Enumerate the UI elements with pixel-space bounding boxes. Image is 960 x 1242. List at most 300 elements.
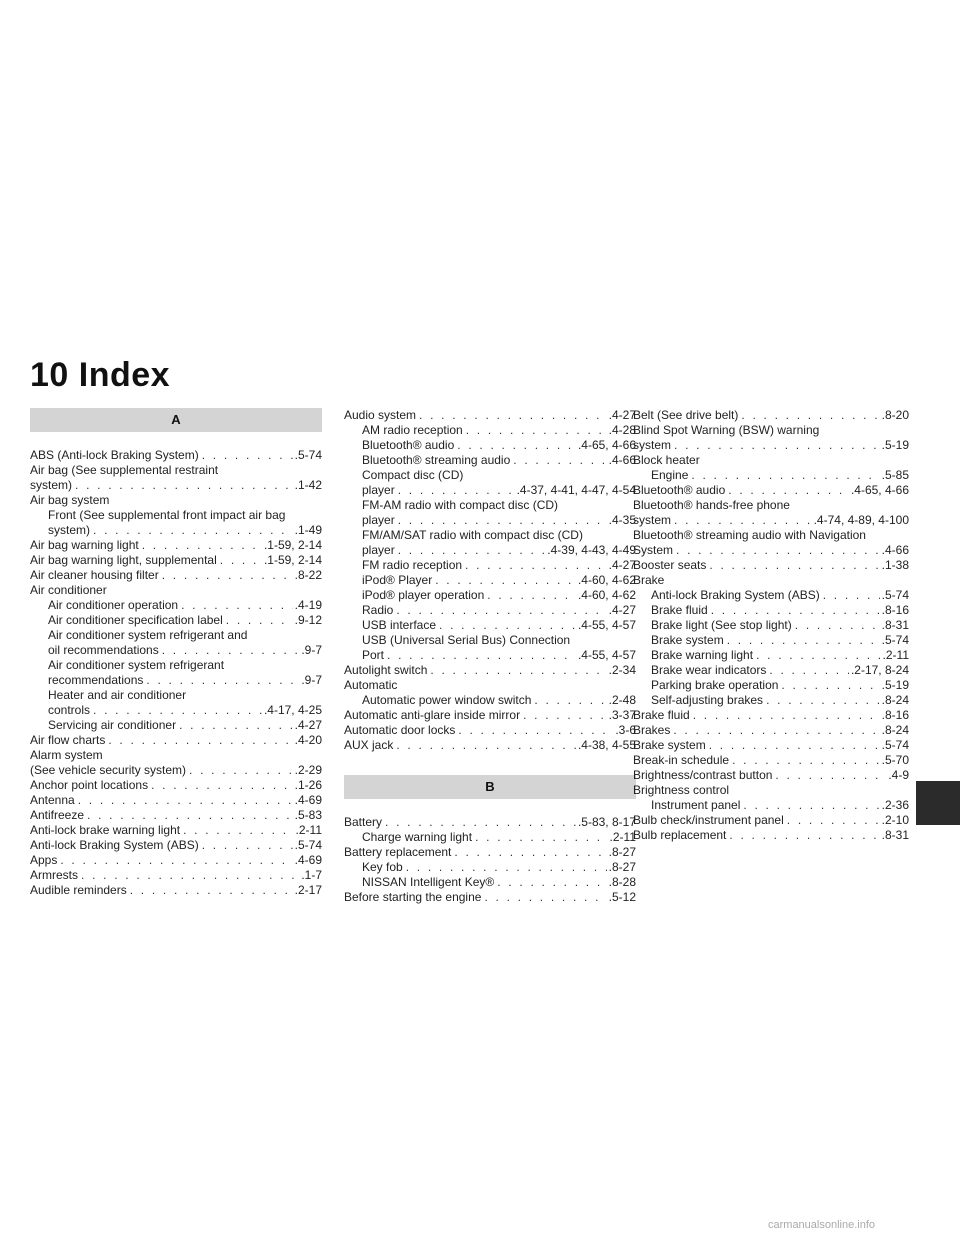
index-entry-page: .5-70 — [881, 753, 909, 767]
index-subheading: Blind Spot Warning (BSW) warning — [633, 423, 820, 437]
index-entry-term: player — [362, 513, 395, 527]
index-entry-term: system — [633, 438, 672, 452]
dot-leader — [130, 883, 293, 898]
dot-leader — [727, 633, 880, 648]
dot-leader — [823, 588, 880, 603]
index-entry-page: .3-6 — [615, 723, 636, 737]
index-entry — [344, 618, 636, 633]
index-entry-term: iPod® Player — [362, 573, 433, 587]
dot-leader — [732, 753, 880, 768]
index-entry-term: Instrument panel — [651, 798, 741, 812]
dot-leader — [439, 618, 576, 633]
dot-leader — [430, 663, 606, 678]
index-entry-term: Brake wear indicators — [651, 663, 767, 677]
index-entry — [30, 733, 322, 748]
index-entry-term: Belt (See drive belt) — [633, 408, 739, 422]
index-entry — [344, 815, 636, 830]
footer-watermark: carmanualsonline.info — [768, 1219, 876, 1231]
index-entry-page: .4-37, 4-41, 4-47, 4-54 — [516, 483, 636, 497]
index-entry-term: Battery — [344, 815, 383, 829]
index-entry-page: .1-59, 2-14 — [263, 553, 322, 567]
index-entry-term: USB interface — [362, 618, 437, 632]
index-entry-page: .2-11 — [882, 648, 909, 662]
index-entry — [344, 483, 636, 498]
index-entry-page: .2-17 — [294, 883, 322, 897]
index-entry — [30, 703, 322, 718]
index-entry — [30, 838, 322, 853]
index-entry — [633, 738, 909, 753]
index-entry-page: .9-12 — [294, 613, 322, 627]
index-subheading: Bluetooth® streaming audio with Navigation — [633, 528, 866, 542]
dot-leader — [497, 875, 606, 890]
index-entry-page: .4-27 — [294, 718, 322, 732]
index-entry — [633, 543, 909, 558]
index-entry — [344, 693, 636, 708]
index-entry-page: .1-7 — [301, 868, 322, 882]
index-entry — [30, 718, 322, 733]
index-entry-page: .4-69 — [294, 793, 322, 807]
dot-leader — [465, 558, 607, 573]
dot-leader — [75, 478, 293, 493]
index-entry — [633, 813, 909, 828]
index-entry — [30, 448, 322, 463]
index-subheading: Front (See supplemental front impact air bag — [48, 508, 286, 522]
dot-leader — [202, 448, 293, 463]
index-entry-page: .8-24 — [881, 693, 909, 707]
index-entry-page: .4-27 — [608, 603, 636, 617]
dot-leader — [454, 845, 606, 860]
index-entry — [30, 598, 322, 613]
index-entry-term: Bulb check/instrument panel — [633, 813, 784, 827]
dot-leader — [398, 483, 515, 498]
index-entry-term: AUX jack — [344, 738, 394, 752]
index-entry-term: Brightness/contrast button — [633, 768, 773, 782]
dot-leader — [162, 568, 293, 583]
index-entry-page: .1-26 — [294, 778, 322, 792]
dot-leader — [781, 678, 879, 693]
index-entry — [344, 513, 636, 528]
index-entry — [633, 693, 909, 708]
index-entry — [30, 883, 322, 898]
index-entry-page: .1-42 — [294, 478, 322, 492]
index-entry-term: Brake fluid — [651, 603, 708, 617]
dot-leader — [78, 793, 293, 808]
index-entry-term: Radio — [362, 603, 394, 617]
index-entry — [30, 643, 322, 658]
index-entry-page: .4-66 — [608, 453, 636, 467]
index-entry-page: .4-35 — [608, 513, 636, 527]
dot-leader — [487, 588, 576, 603]
dot-leader — [787, 813, 880, 828]
index-subheading: Air bag system — [30, 493, 110, 507]
dot-leader — [93, 523, 293, 538]
index-entry-page: .5-85 — [881, 468, 909, 482]
index-entry-term: Brake fluid — [633, 708, 690, 722]
index-entry-page: .5-12 — [608, 890, 636, 904]
dot-leader — [729, 828, 879, 843]
index-entry-page: .5-19 — [881, 438, 909, 452]
index-column-3 — [633, 408, 909, 843]
dot-leader — [142, 538, 262, 553]
index-entry — [633, 723, 909, 738]
dot-leader — [523, 708, 607, 723]
index-entry — [344, 723, 636, 738]
index-entry-page: .5-74 — [881, 633, 909, 647]
index-entry — [633, 828, 909, 843]
index-entry-page: .8-22 — [294, 568, 322, 582]
index-entry-term: Audio system — [344, 408, 417, 422]
index-subheading: Air conditioner system refrigerant — [48, 658, 225, 672]
index-entry-term: Air cleaner housing filter — [30, 568, 159, 582]
dot-leader — [385, 815, 576, 830]
index-entry — [344, 890, 636, 905]
index-entry — [30, 673, 322, 688]
index-entry-page: .2-10 — [881, 813, 909, 827]
index-entry — [633, 678, 909, 693]
index-entry-page: .8-16 — [881, 708, 909, 722]
index-entry-page: .8-27 — [608, 860, 636, 874]
dot-leader — [406, 860, 607, 875]
index-entry-term: Anchor point locations — [30, 778, 149, 792]
dot-leader — [711, 603, 880, 618]
dot-leader — [419, 408, 607, 423]
index-entry — [30, 568, 322, 583]
index-entry — [344, 438, 636, 453]
dot-leader — [396, 738, 576, 753]
dot-leader — [458, 723, 613, 738]
index-entry-term: FM radio reception — [362, 558, 463, 572]
index-entry-term: Self-adjusting brakes — [651, 693, 764, 707]
index-entry — [30, 523, 322, 538]
index-entry-page: .8-24 — [881, 723, 909, 737]
index-subheading: Heater and air conditioner — [48, 688, 187, 702]
index-subheading: Brightness control — [633, 783, 730, 797]
dot-leader — [756, 648, 880, 663]
index-entry — [633, 468, 909, 483]
index-entry-page: .9-7 — [301, 643, 322, 657]
index-entry-page: .5-74 — [294, 838, 322, 852]
index-entry-term: Parking brake operation — [651, 678, 779, 692]
dot-leader — [709, 738, 880, 753]
index-entry-page: .4-66 — [881, 543, 909, 557]
index-entry — [633, 708, 909, 723]
index-entry-term: System — [633, 543, 674, 557]
index-entry-page: .4-19 — [294, 598, 322, 612]
index-entry-term: Anti-lock Braking System (ABS) — [651, 588, 820, 602]
index-entry-page: .4-38, 4-55 — [577, 738, 636, 752]
index-entry-term: Bluetooth® audio — [633, 483, 726, 497]
index-entry-page: .4-55, 4-57 — [577, 618, 636, 632]
index-entry-term: Brake system — [633, 738, 706, 752]
index-entry-page: .4-55, 4-57 — [577, 648, 636, 662]
index-entry-page: .4-9 — [888, 768, 909, 782]
dot-leader — [81, 868, 299, 883]
dot-leader — [183, 823, 293, 838]
index-entry-term: Autolight switch — [344, 663, 428, 677]
index-entry — [30, 553, 322, 568]
dot-leader — [189, 763, 293, 778]
index-entry-term: ABS (Anti-lock Braking System) — [30, 448, 199, 462]
index-entry-page: .9-7 — [301, 673, 322, 687]
index-subheading: Brake — [633, 573, 665, 587]
dot-leader — [151, 778, 293, 793]
index-entry-term: Air conditioner operation — [48, 598, 179, 612]
index-entry-term: Anti-lock brake warning light — [30, 823, 181, 837]
letter-header: A — [30, 408, 322, 432]
dot-leader — [475, 830, 607, 845]
index-entry — [633, 603, 909, 618]
index-subheading: Block heater — [633, 453, 700, 467]
index-entry-term: Apps — [30, 853, 58, 867]
dot-leader — [709, 558, 879, 573]
index-entry-page: .8-28 — [608, 875, 636, 889]
dot-leader — [691, 468, 879, 483]
index-subheading: FM/AM/SAT radio with compact disc (CD) — [362, 528, 583, 542]
index-entry — [633, 618, 909, 633]
index-entry — [344, 588, 636, 603]
dot-leader — [93, 703, 262, 718]
index-entry-page: .8-16 — [881, 603, 909, 617]
dot-leader — [398, 513, 607, 528]
dot-leader — [769, 663, 849, 678]
index-entry-term: Brake system — [651, 633, 724, 647]
index-entry — [30, 853, 322, 868]
dot-leader — [457, 438, 576, 453]
index-entry-page: .4-60, 4-62 — [577, 573, 636, 587]
dot-leader — [513, 453, 606, 468]
index-entry-term: Break-in schedule — [633, 753, 730, 767]
index-entry-term: Automatic door locks — [344, 723, 456, 737]
index-entry-term: Antenna — [30, 793, 75, 807]
index-entry-page: .2-36 — [881, 798, 909, 812]
index-entry-page: .8-20 — [881, 408, 909, 422]
index-entry-page: .4-27 — [608, 558, 636, 572]
index-entry-term: Before starting the engine — [344, 890, 482, 904]
index-entry-term: Armrests — [30, 868, 78, 882]
index-entry — [633, 588, 909, 603]
index-entry-page: .4-28 — [608, 423, 636, 437]
index-entry-page: .4-65, 4-66 — [577, 438, 636, 452]
index-entry — [633, 633, 909, 648]
dot-leader — [676, 543, 880, 558]
letter-header: B — [344, 775, 636, 799]
index-subheading: FM-AM radio with compact disc (CD) — [362, 498, 559, 512]
index-entry — [30, 868, 322, 883]
index-entry — [344, 558, 636, 573]
index-entry-term: Servicing air conditioner — [48, 718, 177, 732]
index-entry-page: .8-31 — [881, 618, 909, 632]
section-spacer — [344, 753, 636, 775]
index-entry — [30, 823, 322, 838]
index-entry-term: Bluetooth® streaming audio — [362, 453, 511, 467]
index-entry-term: Air conditioner specification label — [48, 613, 223, 627]
index-entry-page: .4-39, 4-43, 4-49 — [547, 543, 636, 557]
index-entry-page: .2-48 — [608, 693, 636, 707]
dot-leader — [693, 708, 880, 723]
index-entry-page: .5-74 — [881, 588, 909, 602]
index-entry-page: .8-27 — [608, 845, 636, 859]
dot-leader — [775, 768, 886, 783]
index-entry — [344, 663, 636, 678]
dot-leader — [674, 438, 880, 453]
dot-leader — [484, 890, 606, 905]
index-entry — [344, 648, 636, 663]
index-subheading: Air bag (See supplemental restraint — [30, 463, 219, 477]
index-entry — [633, 513, 909, 528]
index-entry-page: .8-31 — [881, 828, 909, 842]
index-entry-term: Brake warning light — [651, 648, 754, 662]
index-entry-page: .4-17, 4-25 — [263, 703, 322, 717]
index-entry — [344, 408, 636, 423]
index-entry-term: Anti-lock Braking System (ABS) — [30, 838, 199, 852]
dot-leader — [179, 718, 293, 733]
index-entry — [344, 845, 636, 860]
index-subheading: Air conditioner system refrigerant and — [48, 628, 248, 642]
index-entry — [344, 860, 636, 875]
dot-leader — [398, 543, 546, 558]
index-entry — [30, 538, 322, 553]
index-entry-term: (See vehicle security system) — [30, 763, 187, 777]
index-entry-term: iPod® player operation — [362, 588, 485, 602]
index-entry — [633, 768, 909, 783]
dot-leader — [534, 693, 606, 708]
index-column-1 — [30, 408, 322, 898]
dot-leader — [226, 613, 293, 628]
index-entry-page: .5-83, 8-17 — [577, 815, 636, 829]
index-entry — [30, 793, 322, 808]
index-entry-page: .4-74, 4-89, 4-100 — [813, 513, 909, 527]
index-entry — [344, 453, 636, 468]
index-entry — [344, 738, 636, 753]
section-tab-marker — [916, 781, 960, 825]
index-entry-term: system) — [30, 478, 72, 492]
index-entry-term: Antifreeze — [30, 808, 85, 822]
index-entry — [633, 558, 909, 573]
dot-leader — [181, 598, 293, 613]
index-entry-page: .5-83 — [294, 808, 322, 822]
index-entry-page: .2-29 — [294, 763, 322, 777]
index-entry-term: Automatic power window switch — [362, 693, 532, 707]
dot-leader — [60, 853, 292, 868]
dot-leader — [766, 693, 880, 708]
index-entry-term: player — [362, 543, 395, 557]
index-entry-term: player — [362, 483, 395, 497]
index-entry-term: Audible reminders — [30, 883, 127, 897]
index-entry-term: Air bag warning light, supplemental — [30, 553, 217, 567]
index-entry-term: Bulb replacement — [633, 828, 727, 842]
dot-leader — [202, 838, 293, 853]
dot-leader — [728, 483, 849, 498]
index-entry-page: .2-11 — [609, 830, 636, 844]
index-entry-term: Battery replacement — [344, 845, 452, 859]
dot-leader — [108, 733, 292, 748]
index-subheading: Alarm system — [30, 748, 103, 762]
index-entry — [30, 613, 322, 628]
index-entry-page: .5-19 — [881, 678, 909, 692]
index-column-2 — [344, 408, 636, 905]
index-entry-page: .3-37 — [608, 708, 636, 722]
page-title: 10 Index — [30, 356, 171, 394]
index-entry-term: NISSAN Intelligent Key® — [362, 875, 495, 889]
index-entry-term: AM radio reception — [362, 423, 463, 437]
index-subheading: Bluetooth® hands-free phone — [633, 498, 790, 512]
index-entry-page: .4-69 — [294, 853, 322, 867]
index-entry-term: Air bag warning light — [30, 538, 139, 552]
index-entry-page: .5-74 — [294, 448, 322, 462]
index-entry — [344, 543, 636, 558]
index-entry-term: Port — [362, 648, 385, 662]
index-entry-page: .4-60, 4-62 — [577, 588, 636, 602]
index-entry-page: .2-17, 8-24 — [850, 663, 909, 677]
dot-leader — [741, 408, 879, 423]
index-entry-term: Brakes — [633, 723, 671, 737]
index-entry-page: .1-49 — [294, 523, 322, 537]
index-entry-term: system) — [48, 523, 90, 537]
index-entry — [633, 663, 909, 678]
index-entry — [633, 483, 909, 498]
index-entry — [30, 778, 322, 793]
index-entry — [633, 798, 909, 813]
index-entry-page: .2-34 — [608, 663, 636, 677]
dot-leader — [220, 553, 262, 568]
dot-leader — [435, 573, 576, 588]
index-entry-term: recommendations — [48, 673, 144, 687]
index-entry — [344, 875, 636, 890]
index-entry-page: .4-65, 4-66 — [850, 483, 909, 497]
index-entry — [344, 603, 636, 618]
index-entry — [344, 423, 636, 438]
index-entry — [30, 478, 322, 493]
index-entry-page: .5-74 — [881, 738, 909, 752]
index-entry-term: Bluetooth® audio — [362, 438, 455, 452]
dot-leader — [673, 723, 879, 738]
index-entry — [30, 763, 322, 778]
index-entry-page: .1-59, 2-14 — [263, 538, 322, 552]
dot-leader — [396, 603, 606, 618]
index-entry-page: .2-11 — [295, 823, 322, 837]
dot-leader — [795, 618, 880, 633]
dot-leader — [743, 798, 879, 813]
index-entry — [633, 438, 909, 453]
index-entry-term: Booster seats — [633, 558, 707, 572]
index-entry-term: Air flow charts — [30, 733, 106, 747]
index-entry-term: oil recommendations — [48, 643, 159, 657]
dot-leader — [466, 423, 607, 438]
dot-leader — [146, 673, 299, 688]
index-entry — [633, 753, 909, 768]
index-entry-term: Key fob — [362, 860, 403, 874]
index-entry-term: Charge warning light — [362, 830, 473, 844]
index-entry — [633, 408, 909, 423]
dot-leader — [387, 648, 576, 663]
index-subheading: Compact disc (CD) — [362, 468, 464, 482]
index-entry — [344, 573, 636, 588]
index-entry-page: .4-20 — [294, 733, 322, 747]
index-entry-page: .4-27 — [608, 408, 636, 422]
index-entry-term: Brake light (See stop light) — [651, 618, 792, 632]
dot-leader — [87, 808, 293, 823]
index-subheading: USB (Universal Serial Bus) Connection — [362, 633, 571, 647]
index-entry-page: .1-38 — [881, 558, 909, 572]
index-subheading: Air conditioner — [30, 583, 107, 597]
index-entry-term: controls — [48, 703, 91, 717]
index-entry-term: Automatic anti-glare inside mirror — [344, 708, 521, 722]
dot-leader — [162, 643, 300, 658]
dot-leader — [674, 513, 812, 528]
index-entry — [30, 808, 322, 823]
index-entry — [344, 830, 636, 845]
index-entry — [633, 648, 909, 663]
